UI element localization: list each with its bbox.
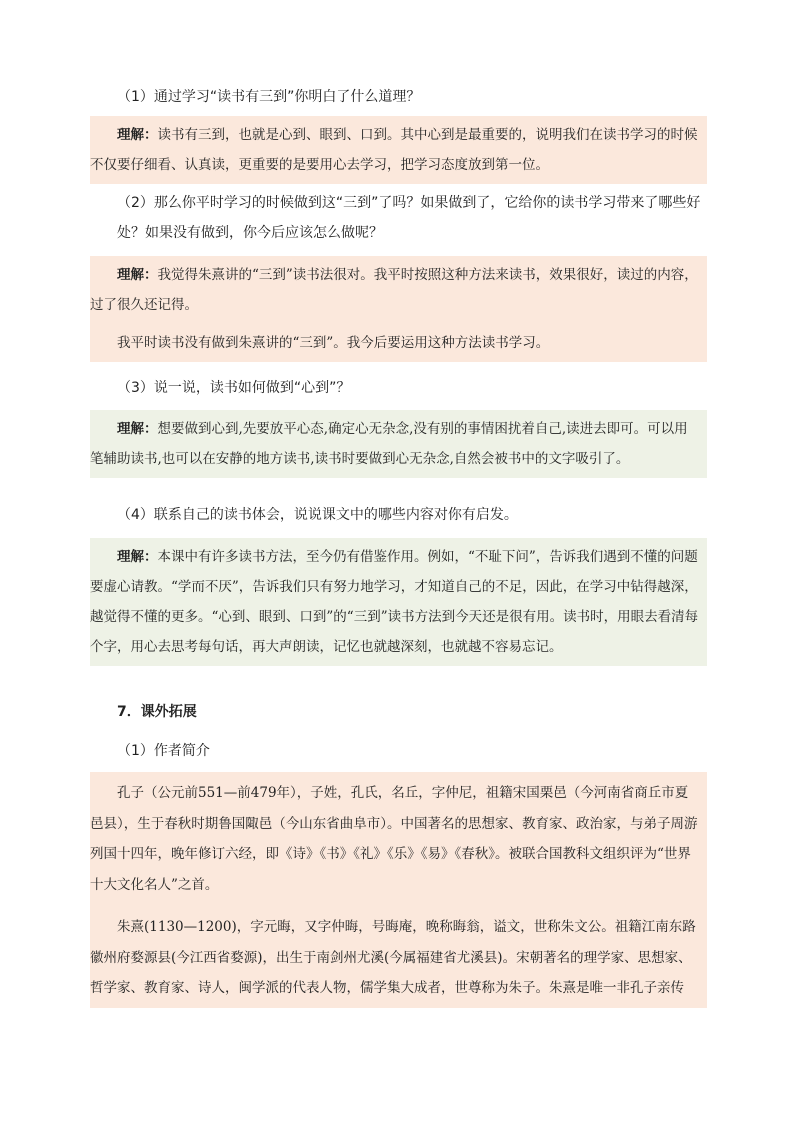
answer-2-text-1: 我觉得朱熹讲的“三到”读书法很对。我平时按照这种方法来读书，效果很好，读过的内容，过了很久还记得。 xyxy=(90,267,698,313)
answer-box-4 xyxy=(90,538,707,666)
answer-label: 理解： xyxy=(117,267,158,283)
question-2-text: （2）那么你平时学习的时候做到这“三到”了吗？如果做到了，它给你的读书学习带来了哪些好处？如果没有做到，你今后应该怎么做呢？ xyxy=(117,195,701,241)
answer-1-paragraph xyxy=(90,120,699,180)
answer-1-text: 读书有三到，也就是心到、眼到、口到。其中心到是最重要的，说明我们在读书学习的时候不仅要仔细看、认真读，更重要的是要用心去学习，把学习态度放到第一位。 xyxy=(90,127,698,173)
bio-zhuxi: 朱熹(1130—1200)，字元晦，又字仲晦，号晦庵，晚称晦翁，谥文，世称朱文公。祖籍江南东路徽州府婺源县(今江西省婺源)，出生于南剑州尤溪(今属福建省尤溪县)。宋朝著名的理学家、思想家、哲学家、教育家、诗人，闽学派的代表人物，儒学集大成者，世尊称为朱子。朱熹是唯一非孔子亲传 xyxy=(90,919,696,996)
answer-4-paragraph xyxy=(90,542,699,662)
answer-4-text: 本课中有许多读书方法，至今仍有借鉴作用。例如，“不耻下问”，告诉我们遇到不懂的问题要虚心请教。“学而不厌”，告诉我们只有努力地学习，才知道自己的不足，因此，在学习中钻得越深，越觉得不懂的更多。“心到、眼到、口到”的“三到”读书方法到今天还是很有用。读书时，用眼去看清每个字，用心去思考每句话，再大声朗读，记忆也就越深刻，也就越不容易忘记。 xyxy=(90,549,699,655)
answer-label: 理解： xyxy=(117,421,158,437)
answer-label: 理解： xyxy=(117,549,158,565)
answer-box-1 xyxy=(90,116,707,184)
author-bio-box xyxy=(90,772,707,1008)
answer-3-text: 想要做到心到,先要放平心态,确定心无杂念,没有别的事情困扰着自己,读进去即可。可以用笔辅助读书,也可以在安静的地方读书,读书时要做到心无杂念,自然会被书中的文字吸引了。 xyxy=(90,421,688,467)
answer-box-2 xyxy=(90,256,707,362)
section-heading-7: 7．课外拓展 xyxy=(117,704,197,720)
question-3: （3）说一说，读书如何做到“心到”？ xyxy=(117,380,351,396)
question-4: （4）联系自己的读书体会，说说课文中的哪些内容对你有启发。 xyxy=(117,507,518,523)
answer-2-paragraph-2: 我平时读书没有做到朱熹讲的“三到”。我今后要运用这种方法读书学习。 xyxy=(117,335,550,351)
answer-2-paragraph-1 xyxy=(90,260,699,320)
answer-3-paragraph xyxy=(90,414,699,474)
bio-confucius: 孔子（公元前551—前479年），子姓，孔氏，名丘，字仲尼，祖籍宋国栗邑（今河南省商丘市夏邑县），生于春秋时期鲁国陬邑（今山东省曲阜市）。中国著名的思想家、教育家、政治家，与弟子周游列国十四年，晚年修订六经，即《诗》《书》《礼》《乐》《易》《春秋》。被联合国教科文组织评为“世界十大文化名人”之首。 xyxy=(90,785,698,893)
answer-label: 理解： xyxy=(117,127,158,143)
question-2 xyxy=(117,188,707,248)
answer-box-3 xyxy=(90,410,707,478)
question-1: （1）通过学习“读书有三到”你明白了什么道理？ xyxy=(117,89,421,105)
subheading-author-intro: （1）作者简介 xyxy=(117,743,210,759)
